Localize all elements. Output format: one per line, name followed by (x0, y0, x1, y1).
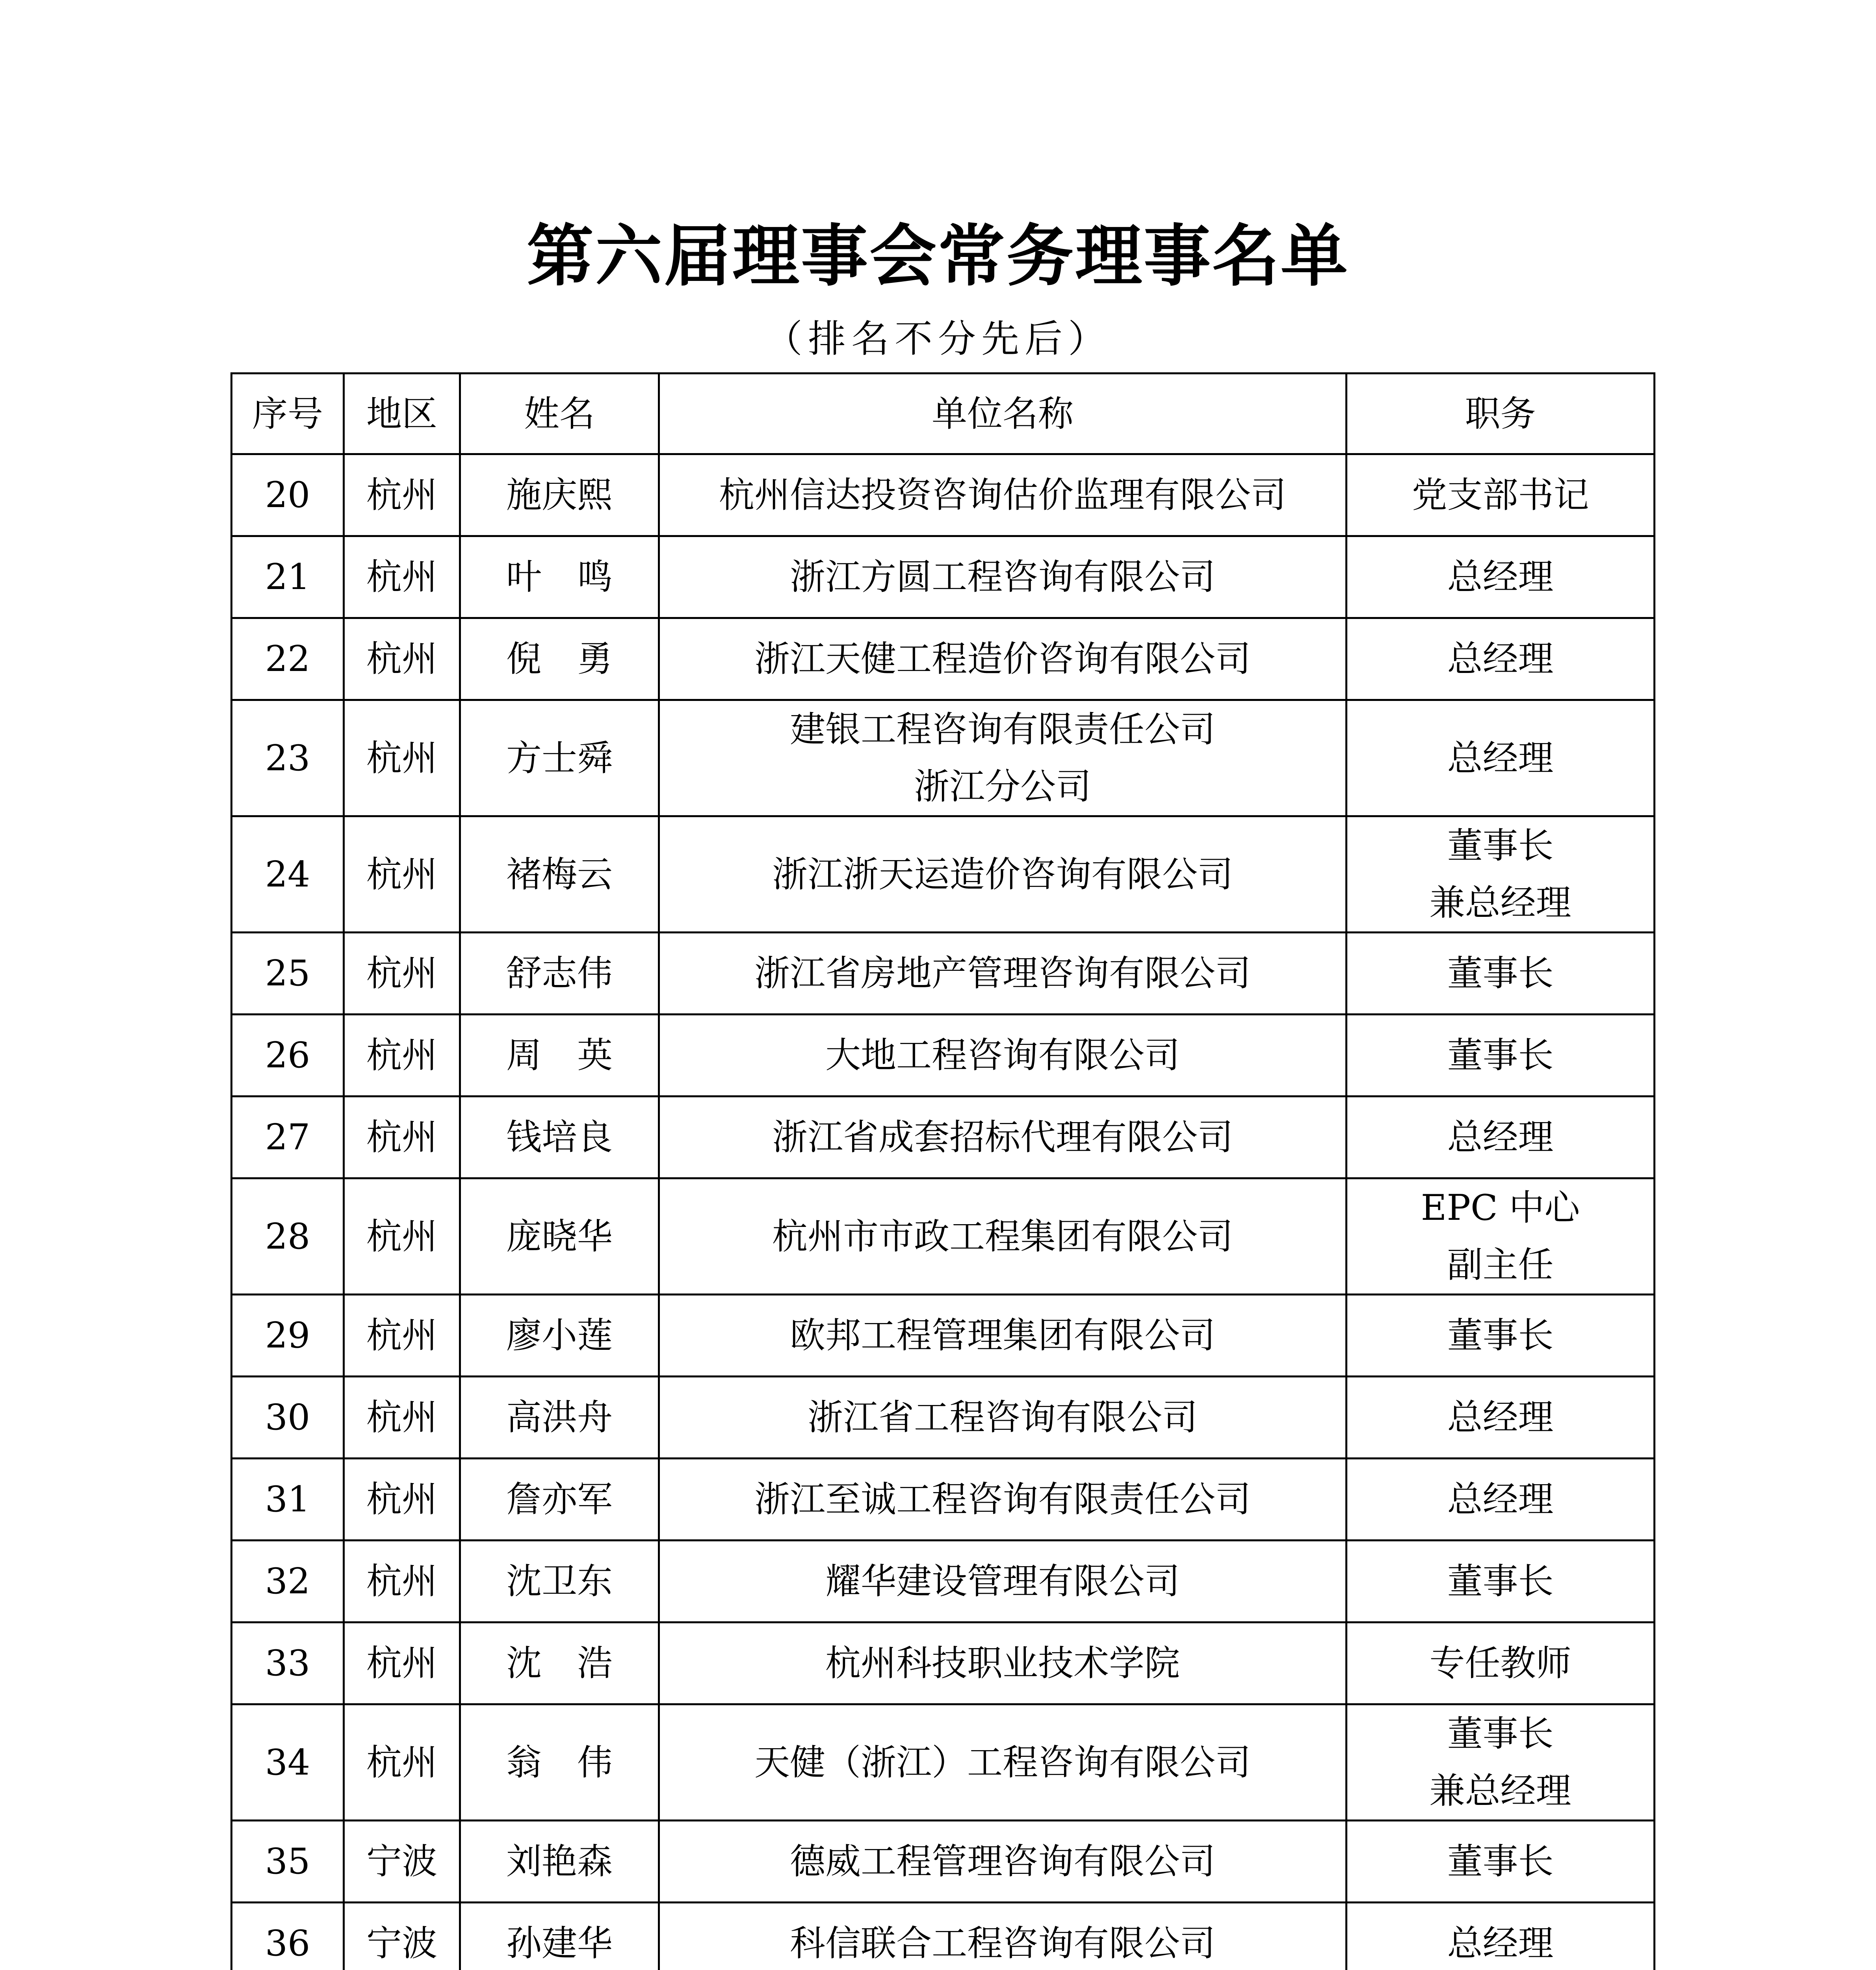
organization-line: 德威工程管理咨询有限公司 (790, 1841, 1215, 1882)
cell-position (1347, 454, 1655, 536)
cell-serial-number: 28 (232, 1178, 344, 1295)
cell-name: 翁 伟 (460, 1704, 659, 1821)
header-name: 姓名 (460, 374, 659, 454)
header-region: 地区 (344, 374, 460, 454)
cell-serial-number: 27 (232, 1097, 344, 1178)
page-subtitle: （排名不分先后） (765, 317, 1111, 361)
cell-region: 杭州 (344, 618, 460, 700)
cell-name: 沈卫东 (460, 1541, 659, 1622)
member-table (230, 372, 1655, 1970)
position-line: 董事长 (1447, 1561, 1554, 1602)
position-line: 总经理 (1447, 1923, 1554, 1964)
cell-serial-number: 21 (232, 536, 344, 618)
cell-organization (659, 618, 1347, 700)
cell-organization (659, 1015, 1347, 1097)
organization-line: 浙江至诚工程咨询有限责任公司 (754, 1479, 1251, 1520)
cell-position (1347, 1377, 1655, 1459)
cell-organization (659, 1377, 1347, 1459)
table-row (232, 1097, 1655, 1178)
cell-position (1347, 700, 1655, 816)
cell-name: 舒志伟 (460, 933, 659, 1015)
table-row (232, 1178, 1655, 1295)
cell-organization (659, 1097, 1347, 1178)
cell-serial-number: 29 (232, 1295, 344, 1377)
cell-region: 杭州 (344, 1178, 460, 1295)
cell-region: 杭州 (344, 700, 460, 816)
cell-organization (659, 1459, 1347, 1541)
cell-position (1347, 816, 1655, 933)
position-line: 董事长 (1447, 1035, 1554, 1076)
position-line: 总经理 (1447, 1397, 1554, 1438)
position-line: 董事长 (1447, 953, 1554, 994)
cell-region: 杭州 (344, 1459, 460, 1541)
cell-serial-number: 36 (232, 1903, 344, 1970)
cell-name: 刘艳森 (460, 1821, 659, 1903)
cell-organization (659, 1295, 1347, 1377)
position-line: 党支部书记 (1412, 474, 1589, 516)
cell-name: 廖小莲 (460, 1295, 659, 1377)
table-header-row (232, 374, 1655, 454)
organization-line: 浙江省工程咨询有限公司 (808, 1397, 1198, 1438)
position-line: 兼总经理 (1429, 882, 1571, 924)
organization-line: 耀华建设管理有限公司 (825, 1561, 1180, 1602)
cell-organization (659, 816, 1347, 933)
cell-organization (659, 454, 1347, 536)
cell-name: 方士舜 (460, 700, 659, 816)
cell-position (1347, 618, 1655, 700)
cell-name: 叶 鸣 (460, 536, 659, 618)
cell-region: 杭州 (344, 536, 460, 618)
cell-organization (659, 1903, 1347, 1970)
cell-organization (659, 933, 1347, 1015)
position-line: 总经理 (1447, 1117, 1554, 1158)
position-line: 董事长 (1447, 1841, 1554, 1882)
organization-line: 浙江省成套招标代理有限公司 (772, 1117, 1233, 1158)
page-title: 第六届理事会常务理事名单 (526, 217, 1349, 296)
position-line: 总经理 (1447, 1479, 1554, 1520)
table-row (232, 1459, 1655, 1541)
table-row (232, 816, 1655, 933)
position-line: 总经理 (1447, 556, 1554, 598)
cell-name: 褚梅云 (460, 816, 659, 933)
cell-name: 高洪舟 (460, 1377, 659, 1459)
cell-position (1347, 1015, 1655, 1097)
cell-name: 钱培良 (460, 1097, 659, 1178)
cell-name: 庞晓华 (460, 1178, 659, 1295)
position-line: 董事长 (1447, 1315, 1554, 1356)
cell-region: 杭州 (344, 1541, 460, 1622)
organization-line: 浙江浙天运造价咨询有限公司 (772, 853, 1233, 895)
table-row (232, 933, 1655, 1015)
position-line: 专任教师 (1429, 1643, 1571, 1684)
cell-position (1347, 1903, 1655, 1970)
organization-line: 浙江天健工程造价咨询有限公司 (754, 638, 1251, 680)
cell-serial-number: 30 (232, 1377, 344, 1459)
cell-serial-number: 24 (232, 816, 344, 933)
cell-serial-number: 23 (232, 700, 344, 816)
cell-organization (659, 1541, 1347, 1622)
cell-region: 宁波 (344, 1821, 460, 1903)
organization-line: 杭州科技职业技术学院 (825, 1643, 1180, 1684)
cell-serial-number: 26 (232, 1015, 344, 1097)
cell-position (1347, 1704, 1655, 1821)
position-line: 董事长 (1447, 1713, 1554, 1754)
organization-line: 浙江方圆工程咨询有限公司 (790, 556, 1215, 598)
cell-position (1347, 1295, 1655, 1377)
position-line: 总经理 (1447, 737, 1554, 779)
cell-serial-number: 34 (232, 1704, 344, 1821)
cell-serial-number: 33 (232, 1622, 344, 1704)
table-row (232, 1622, 1655, 1704)
cell-name: 孙建华 (460, 1903, 659, 1970)
position-line: 副主任 (1447, 1244, 1554, 1286)
organization-line: 杭州市市政工程集团有限公司 (772, 1215, 1233, 1257)
header-serial-number: 序号 (232, 374, 344, 454)
cell-name: 倪 勇 (460, 618, 659, 700)
cell-position (1347, 933, 1655, 1015)
organization-line: 欧邦工程管理集团有限公司 (790, 1315, 1215, 1356)
cell-region: 宁波 (344, 1903, 460, 1970)
cell-region: 杭州 (344, 1377, 460, 1459)
cell-region: 杭州 (344, 1295, 460, 1377)
table-row (232, 454, 1655, 536)
cell-position (1347, 536, 1655, 618)
table-row (232, 536, 1655, 618)
cell-serial-number: 31 (232, 1459, 344, 1541)
cell-region: 杭州 (344, 816, 460, 933)
organization-line: 科信联合工程咨询有限公司 (790, 1923, 1215, 1964)
cell-organization (659, 1821, 1347, 1903)
organization-line: 杭州信达投资咨询估价监理有限公司 (719, 474, 1286, 516)
cell-region: 杭州 (344, 454, 460, 536)
cell-organization (659, 536, 1347, 618)
table-body (232, 454, 1655, 1970)
cell-organization (659, 700, 1347, 816)
cell-organization (659, 1622, 1347, 1704)
table-row (232, 1377, 1655, 1459)
cell-serial-number: 35 (232, 1821, 344, 1903)
table-row (232, 618, 1655, 700)
table-row (232, 700, 1655, 816)
organization-line: 天健（浙江）工程咨询有限公司 (754, 1741, 1251, 1783)
cell-position (1347, 1622, 1655, 1704)
table-row (232, 1903, 1655, 1970)
cell-region: 杭州 (344, 1704, 460, 1821)
cell-name: 沈 浩 (460, 1622, 659, 1704)
cell-serial-number: 20 (232, 454, 344, 536)
table-row (232, 1015, 1655, 1097)
cell-organization (659, 1704, 1347, 1821)
cell-region: 杭州 (344, 933, 460, 1015)
table-row (232, 1821, 1655, 1903)
cell-serial-number: 25 (232, 933, 344, 1015)
cell-serial-number: 32 (232, 1541, 344, 1622)
cell-organization (659, 1178, 1347, 1295)
header-position: 职务 (1347, 374, 1655, 454)
cell-region: 杭州 (344, 1015, 460, 1097)
cell-region: 杭州 (344, 1622, 460, 1704)
cell-position (1347, 1459, 1655, 1541)
header-organization: 单位名称 (659, 374, 1347, 454)
cell-position (1347, 1821, 1655, 1903)
table-row (232, 1295, 1655, 1377)
organization-line: 大地工程咨询有限公司 (825, 1035, 1180, 1076)
table-row (232, 1704, 1655, 1821)
cell-name: 周 英 (460, 1015, 659, 1097)
organization-line: 浙江分公司 (914, 766, 1091, 807)
position-line: EPC 中心 (1421, 1187, 1580, 1228)
position-line: 董事长 (1447, 825, 1554, 866)
cell-region: 杭州 (344, 1097, 460, 1178)
cell-position (1347, 1097, 1655, 1178)
cell-serial-number: 22 (232, 618, 344, 700)
table-row (232, 1541, 1655, 1622)
position-line: 兼总经理 (1429, 1770, 1571, 1812)
cell-position (1347, 1541, 1655, 1622)
cell-position (1347, 1178, 1655, 1295)
organization-line: 浙江省房地产管理咨询有限公司 (754, 953, 1251, 994)
position-line: 总经理 (1447, 638, 1554, 680)
cell-name: 施庆熙 (460, 454, 659, 536)
organization-line: 建银工程咨询有限责任公司 (790, 709, 1215, 750)
cell-name: 詹亦军 (460, 1459, 659, 1541)
